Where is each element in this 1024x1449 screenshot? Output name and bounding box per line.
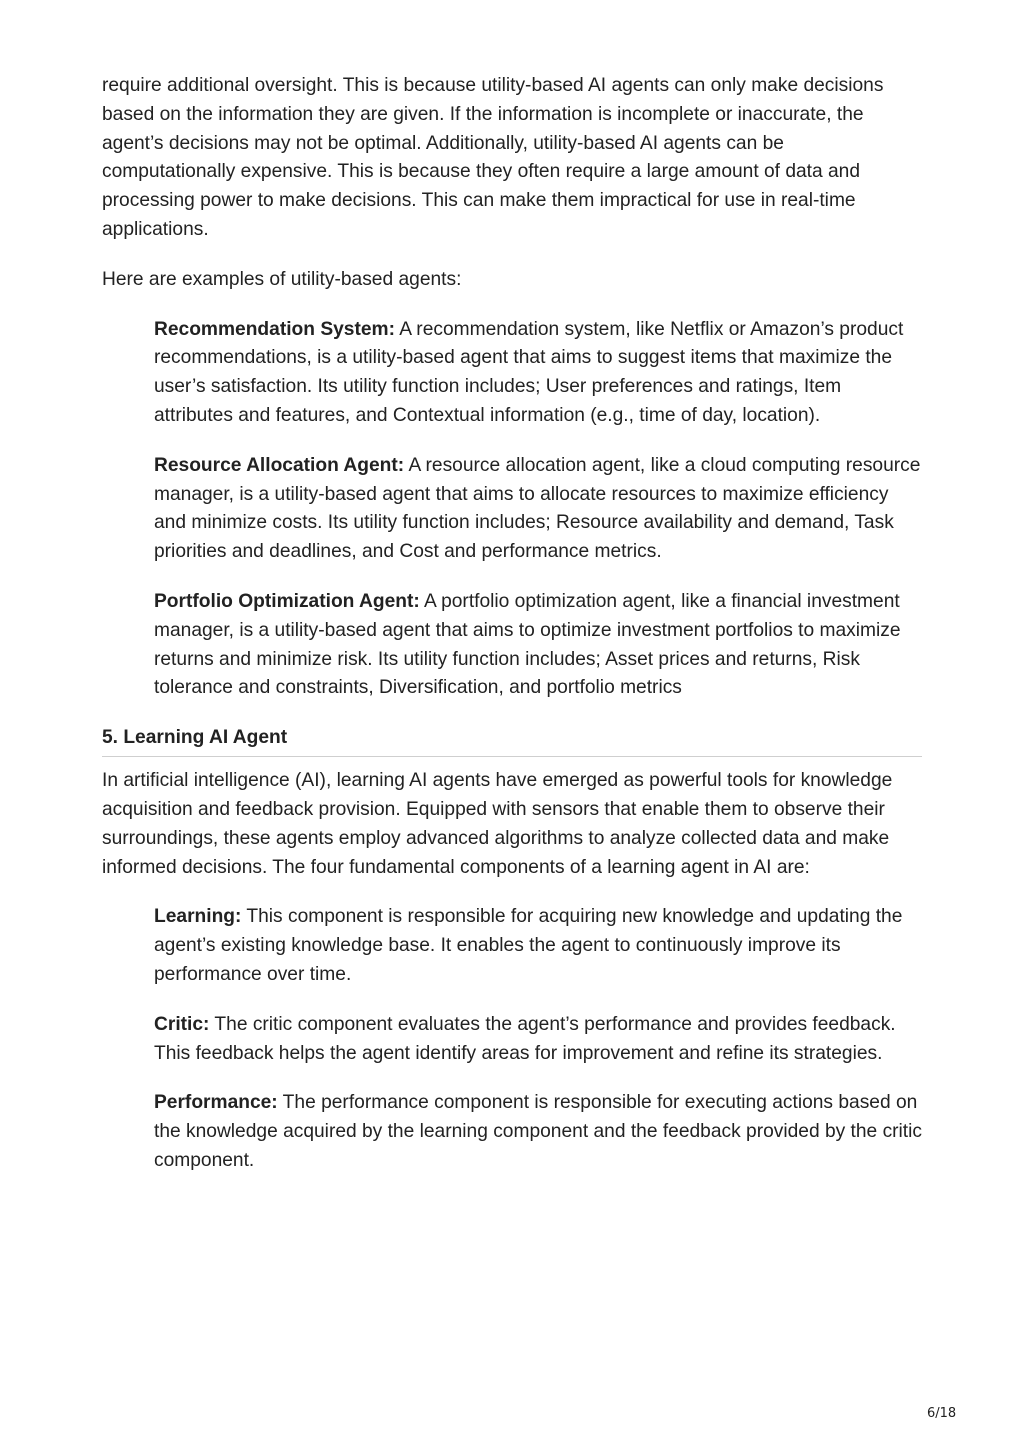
- example-recommendation-system: [154, 316, 922, 431]
- document-content: [102, 72, 922, 1197]
- component-description: The critic component evaluates the agent’s performance and provides feedback. This feedback helps the agent identify areas for improvement and refine its strategies.: [154, 1013, 896, 1064]
- component-performance: [154, 1089, 922, 1175]
- example-description: A portfolio optimization agent, like a financial investment manager, is a utility-based agent that aims to optimize investment portfolios to maximize returns and minimize risk. Its utility function includes; Asset prices and returns, Risk tolerance and constraints, Diversification, and portfolio metrics: [154, 590, 901, 699]
- example-description: A resource allocation agent, like a cloud computing resource manager, is a utility-based agent that aims to allocate resources to maximize efficiency and minimize costs. Its utility function includes; Resource availability and demand, Task priorities and deadlines, and Cost and performance metrics.: [154, 454, 921, 563]
- component-learning: [154, 903, 922, 989]
- component-description: The performance component is responsible for executing actions based on the knowledge acquired by the learning component and the feedback provided by the critic component.: [154, 1092, 922, 1171]
- example-portfolio-optimization-agent: [154, 588, 922, 703]
- component-term: Learning:: [154, 906, 242, 928]
- component-description: This component is responsible for acquiring new knowledge and updating the agent’s existing knowledge base. It enables the agent to continuously improve its performance over time.: [154, 906, 903, 985]
- example-term: Recommendation System:: [154, 318, 395, 340]
- section-heading: 5. Learning AI Agent: [102, 724, 922, 757]
- example-description: A recommendation system, like Netflix or Amazon’s product recommendations, is a utility-based agent that aims to suggest items that maximize the user’s satisfaction. Its utility function includes; User preferences and ratings, Item attributes and features, and Contextual information (e.g., time of day, location).: [154, 318, 904, 426]
- component-critic: [154, 1011, 922, 1069]
- example-term: Portfolio Optimization Agent:: [154, 590, 420, 612]
- intro-paragraph: require additional oversight. This is because utility-based AI agents can only make decisions based on the information they are given. If the information is incomplete or inaccurate, the agent’s decisions may not be optimal. Additionally, utility-based AI agents can be computationally expensive. This is because they often require a large amount of data and processing power to make decisions. This can make them impractical for use in real-time applications.: [102, 75, 884, 240]
- component-term: Critic:: [154, 1013, 210, 1035]
- section-paragraph: In artificial intelligence (AI), learning AI agents have emerged as powerful tools for knowledge acquisition and feedback provision. Equipped with sensors that enable them to observe their surroundings, these agents employ advanced algorithms to analyze collected data and make informed decisions. The four fundamental components of a learning agent in AI are:: [102, 770, 893, 878]
- example-term: Resource Allocation Agent:: [154, 454, 405, 476]
- page-number: 6/18: [927, 1406, 957, 1421]
- examples-lead: Here are examples of utility-based agents:: [102, 268, 462, 290]
- example-resource-allocation-agent: [154, 452, 922, 567]
- component-term: Performance:: [154, 1092, 278, 1114]
